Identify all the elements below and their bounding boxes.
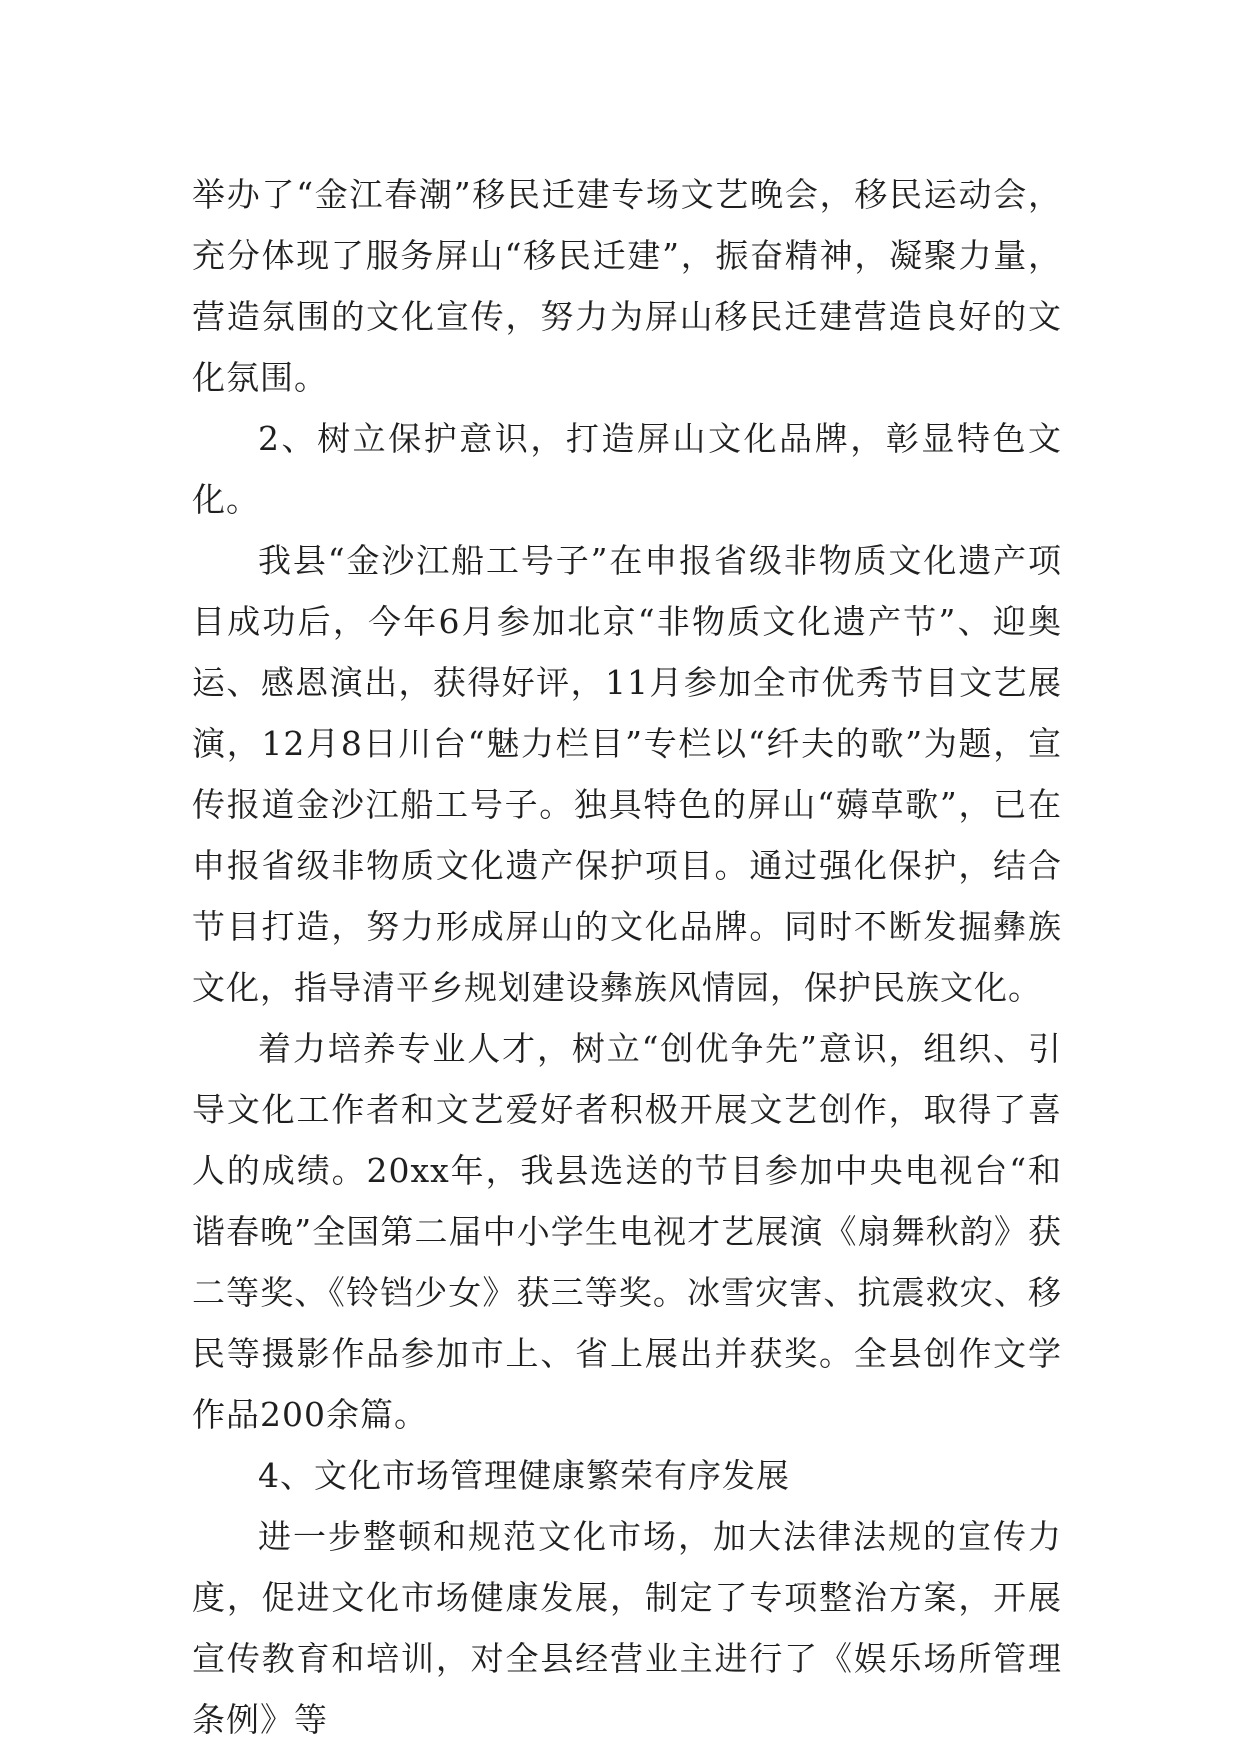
paragraph-talent-training: 着力培养专业人才，树立“创优争先”意识，组织、引导文化工作者和文艺爱好者积极开展文艺创作，取得了喜人的成绩。20xx年，我县选送的节目参加中央电视台“和谐春晚”全国第二届中小学生电视才艺展演《扇舞秋韵》获二等奖、《铃铛少女》获三等奖。冰雪灾害、抗震救灾、移民等摄影作品参加市上、省上展出并获奖。全县创作文学作品200余篇。 — [192, 1029, 1062, 1434]
paragraph-heading-4: 4、文化市场管理健康繁荣有序发展 — [258, 1456, 790, 1495]
paragraph-market-regulation: 进一步整顿和规范文化市场，加大法律法规的宣传力度，促进文化市场健康发展，制定了专项整治方案，开展宣传教育和培训，对全县经营业主进行了《娱乐场所管理条例》等 — [192, 1517, 1062, 1739]
paragraph-continuation: 举办了“金江春潮”移民迁建专场文艺晚会，移民运动会，充分体现了服务屏山“移民迁建”，振奋精神，凝聚力量，营造氛围的文化宣传，努力为屏山移民迁建营造良好的文化氛围。 — [192, 175, 1062, 397]
paragraph-heading-2: 2、树立保护意识，打造屏山文化品牌，彰显特色文化。 — [192, 419, 1062, 519]
document-body — [192, 164, 1062, 1750]
paragraph-boatman-chant: 我县“金沙江船工号子”在申报省级非物质文化遗产项目成功后，今年6月参加北京“非物质文化遗产节”、迎奥运、感恩演出，获得好评，11月参加全市优秀节目文艺展演，12月8日川台“魅力栏目”专栏以“纤夫的歌”为题，宣传报道金沙江船工号子。独具特色的屏山“薅草歌”，已在申报省级非物质文化遗产保护项目。通过强化保护，结合节目打造，努力形成屏山的文化品牌。同时不断发掘彝族文化，指导清平乡规划建设彝族风情园，保护民族文化。 — [192, 541, 1062, 1007]
